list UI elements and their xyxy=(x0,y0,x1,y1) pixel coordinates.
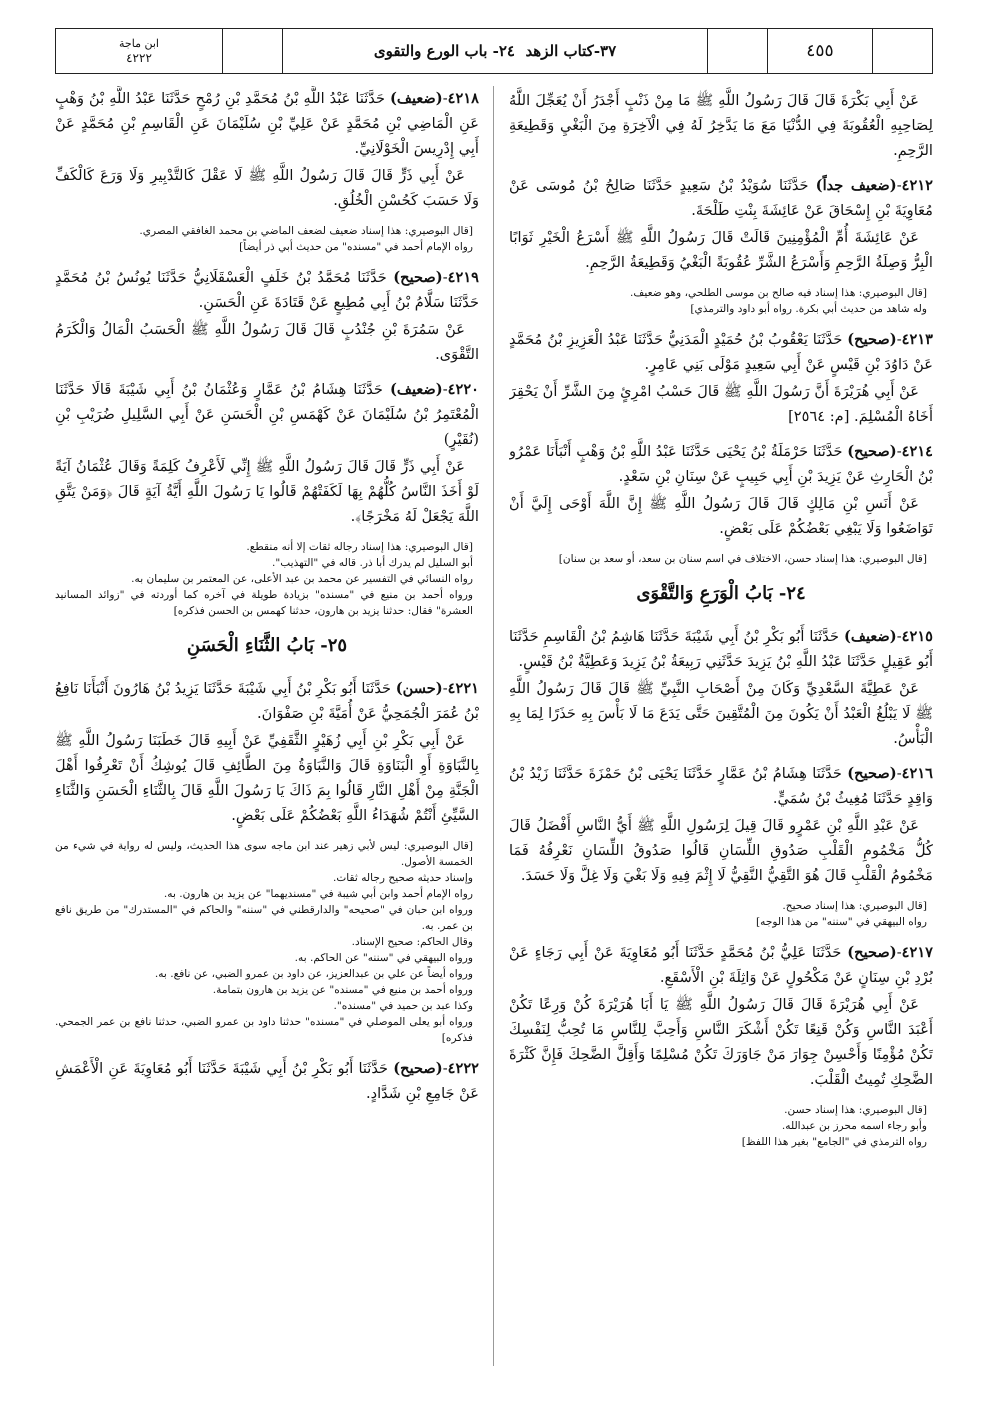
footnote-line: ورواه أبو يعلى الموصلي في "مسنده" حدثنا داود بن عمرو الضبي، حدثنا نافع بن عمر الجمحي. فذكره] xyxy=(55,1016,473,1044)
footnote-line: رواه البيهقي في "سننه" من هذا الوجه] xyxy=(756,916,927,928)
footnote-block xyxy=(509,1102,933,1150)
footnote-line: ورواه أيضاً عن علي بن عبدالعزيز، عن داود بن عمرو الضبي، عن نافع. به. xyxy=(154,968,473,980)
hadith-isnad-line: ٤٢٢٢-(صحيح) حَدَّثَنَا أَبُو بَكْرِ بْنُ أَبِي شَيْبَةَ حَدَّثَنَا أَبُو مُعَاوِيَةَ عَنِ الْأَعْمَشِ عَنْ جَامِعِ بْنِ شَدَّادٍ. xyxy=(55,1060,479,1102)
footnote-line: أبو السليل لم يدرك أبا ذر. قاله في "التهذيب". xyxy=(272,557,473,569)
hadith-grade: (حسن) xyxy=(395,680,443,697)
hadith-entry xyxy=(509,624,933,751)
footnote-block xyxy=(55,539,479,619)
hadith-number: ٤٢٢١ xyxy=(447,680,479,697)
reference-number: ٤٢٢٢ xyxy=(126,51,152,65)
hadith-isnad: حَدَّثَنَا عَلِيُّ بْنُ مُحَمَّدٍ حَدَّثَنَا أَبُو مُعَاوِيَةَ عَنْ أَبِي رَجَاءٍ عَنْ بُرْدِ بْنِ سِنَانٍ عَنْ مَكْحُولٍ عَنْ وَاثِلَةَ بْنِ الْأَسْقَعِ. xyxy=(509,944,933,986)
hadith-isnad-line: ٤٢١٩-(صحيح) حَدَّثَنَا مُحَمَّدُ بْنُ خَلَفٍ الْعَسْقَلَانِيُّ حَدَّثَنَا يُونُسُ بْنُ مُحَمَّدٍ حَدَّثَنَا سَلَّامُ بْنُ أَبِي مُطِيعٍ عَنْ قَتَادَةَ عَنِ الْحَسَنِ. xyxy=(55,269,479,311)
footnote-line: ورواه أحمد بن منيع في "مسنده" بزيادة طويلة في آخره كما أوردته في "زوائد المسانيد العشرة" فقال: حدثنا يزيد بن هارون، حدثنا كهمس بن الحسن فذكره] xyxy=(55,589,473,617)
hadith-entry xyxy=(55,86,479,213)
hadith-isnad-line: ٤٢١٢-(ضعيف جداً) حَدَّثَنَا سُوَيْدُ بْنُ سَعِيدٍ حَدَّثَنَا صَالِحُ بْنُ مُوسَى عَنْ مُعَاوِيَةَ بْنِ إِسْحَاقَ عَنْ عَائِشَةَ بِنْتِ طَلْحَةَ. xyxy=(509,177,933,219)
hadith-number: ٤٢١٦ xyxy=(901,765,933,782)
hadith-number: ٤٢١٩ xyxy=(447,269,479,286)
hadith-isnad-line: ٤٢١٣-(صحيح) حَدَّثَنَا يَعْقُوبُ بْنُ حُمَيْدٍ الْمَدَنِيُّ حَدَّثَنَا عَبْدُ الْعَزِيزِ بْنُ مُحَمَّدٍ عَنْ دَاوُدَ بْنِ قَيْسٍ عَنْ أَبِي سَعِيدٍ مَوْلَى بَنِي عَامِرٍ. xyxy=(509,331,933,373)
hadith-grade: (صحيح) xyxy=(393,1060,443,1077)
running-title xyxy=(282,29,707,73)
hadith-number: ٤٢٢٢ xyxy=(447,1060,479,1077)
header-cell-empty xyxy=(222,29,282,73)
hadith-matn: عَنْ أَبِي هُرَيْرَةَ أَنَّ رَسُولَ اللَّهِ ﷺ قَالَ حَسْبُ امْرِئٍ مِنَ الشَّرِّ أَنْ يَحْقِرَ أَخَاهُ الْمُسْلِمَ. [م: ٢٥٦٤] xyxy=(509,383,933,425)
footnote-line: رواه الترمذي في "الجامع" بغير هذا اللفظ] xyxy=(741,1136,927,1148)
page-header xyxy=(55,28,933,74)
hadith-isnad-line: ٤٢١٧-(صحيح) حَدَّثَنَا عَلِيُّ بْنُ مُحَمَّدٍ حَدَّثَنَا أَبُو مُعَاوِيَةَ عَنْ أَبِي رَجَاءٍ عَنْ بُرْدِ بْنِ سِنَانٍ عَنْ مَكْحُولٍ عَنْ وَاثِلَةَ بْنِ الْأَسْقَعِ. xyxy=(509,944,933,986)
hadith-isnad: حَدَّثَنَا حَرْمَلَةُ بْنُ يَحْيَى حَدَّثَنَا عَبْدُ اللَّهِ بْنُ وَهْبٍ أَنْبَأَنَا عَمْرُو بْنُ الْحَارِثِ عَنْ يَزِيدَ بْنِ أَبِي حَبِيبٍ عَنْ سِنَانِ بْنِ سَعْدٍ. xyxy=(509,443,933,485)
hadith-text: عَنْ أَبِي بَكْرَةَ قَالَ قَالَ رَسُولُ اللَّهِ ﷺ مَا مِنْ ذَنْبٍ أَجْدَرُ أَنْ يُعَجِّلَ اللَّهُ لِصَاحِبِهِ الْعُقُوبَةَ فِي الدُّنْيَا مَعَ مَا يَدَّخِرُ لَهُ فِي الْآخِرَةِ مِنَ الْبَغْيِ وَقَطِيعَةِ الرَّحِمِ. xyxy=(509,92,933,159)
hadith-number: ٤٢١٥ xyxy=(901,628,933,645)
hadith-matn: عَنْ أَنَسِ بْنِ مَالِكٍ قَالَ قَالَ رَسُولُ اللَّهِ ﷺ إِنَّ اللَّهَ أَوْحَى إِلَيَّ أَنْ تَوَاضَعُوا وَلَا يَبْغِي بَعْضُكُمْ عَلَى بَعْضٍ. xyxy=(509,495,933,537)
page-number: ٤٥٥ xyxy=(767,29,872,73)
footnote-line: وكذا عبد بن حميد في "مسنده". xyxy=(333,1000,473,1012)
hadith-entry xyxy=(509,761,933,888)
hadith-grade: (ضعيف) xyxy=(389,381,443,398)
hadith-continuation xyxy=(509,88,933,163)
hadith-isnad-line: ٤٢٢٠-(ضعيف) حَدَّثَنَا هِشَامُ بْنُ عَمَّارٍ وَعُثْمَانُ بْنُ أَبِي شَيْبَةَ قَالَا حَدَّثَنَا الْمُعْتَمِرُ بْنُ سُلَيْمَانَ عَنْ كَهْمَسِ بْنِ الْحَسَنِ عَنْ أَبِي السَّلِيلِ ضُرَيْبِ بْنِ (نُقَيْرٍ) xyxy=(55,381,479,448)
hadith-grade: (صحيح) xyxy=(847,331,897,348)
hadith-isnad-line: ٤٢١٨-(ضعيف) حَدَّثَنَا عَبْدُ اللَّهِ بْنُ مُحَمَّدِ بْنِ رُمْحٍ حَدَّثَنَا عَبْدُ اللَّهِ بْنُ وَهْبٍ عَنِ الْمَاضِي بْنِ مُحَمَّدٍ عَنْ عَلِيِّ بْنِ سُلَيْمَانَ عَنِ الْقَاسِمِ بْنِ مُحَمَّدٍ عَنْ أَبِي إِدْرِيسَ الْخَوْلَانِيِّ. xyxy=(55,90,479,157)
hadith-grade: (ضعيف) xyxy=(389,90,443,107)
footnote-block xyxy=(509,898,933,930)
hadith-number: ٤٢١٢ xyxy=(901,177,933,194)
footnote-line: وإسناد حديثه صحيح رجاله ثقات. xyxy=(332,872,473,884)
hadith-entry xyxy=(55,1056,479,1106)
right-text-column xyxy=(509,86,933,1366)
footnote-line: رواه النسائي في التفسير عن محمد بن عبد الأعلى، عن المعتمر بن سليمان به. xyxy=(131,573,473,585)
hadith-grade: (صحيح) xyxy=(393,269,443,286)
hadith-entry xyxy=(509,940,933,1092)
hadith-isnad-line: ٤٢١٥-(ضعيف) حَدَّثَنَا أَبُو بَكْرِ بْنُ أَبِي شَيْبَةَ حَدَّثَنَا هَاشِمُ بْنُ الْقَاسِمِ حَدَّثَنَا أَبُو عَقِيلٍ حَدَّثَنَا عَبْدُ اللَّهِ بْنُ يَزِيدَ حَدَّثَنِي رَبِيعَةُ بْنُ يَزِيدَ وَعَطِيَّةُ بْنُ قَيْسٍ. xyxy=(509,628,933,670)
hadith-entry xyxy=(55,676,479,828)
hadith-isnad-line: ٤٢١٤-(صحيح) حَدَّثَنَا حَرْمَلَةُ بْنُ يَحْيَى حَدَّثَنَا عَبْدُ اللَّهِ بْنُ وَهْبٍ أَنْبَأَنَا عَمْرُو بْنُ الْحَارِثِ عَنْ يَزِيدَ بْنِ أَبِي حَبِيبٍ عَنْ سِنَانِ بْنِ سَعْدٍ. xyxy=(509,443,933,485)
footnote-line: رواه الإمام أحمد في "مسنده" من حديث أبي ذر أيضاً] xyxy=(239,241,473,253)
footnote-line: وقال الحاكم: صحيح الإسناد. xyxy=(351,936,473,948)
footnote-line: [قال البوصيري: هذا إسناد صحيح. xyxy=(782,900,927,912)
hadith-matn: عَنْ عَبْدِ اللَّهِ بْنِ عَمْرٍو قَالَ قِيلَ لِرَسُولِ اللَّهِ ﷺ أَيُّ النَّاسِ أَفْضَلُ قَالَ كُلُّ مَخْمُومِ الْقَلْبِ صَدُوقِ اللِّسَانِ قَالُوا صَدُوقُ اللِّسَانِ نَعْرِفُهُ فَمَا مَخْمُومُ الْقَلْبِ قَالَ هُوَ التَّقِيُّ النَّقِيُّ لَا إِثْمَ فِيهِ وَلَا بَغْيَ وَلَا غِلَّ وَلَا حَسَدَ. xyxy=(509,817,933,884)
hadith-isnad: حَدَّثَنَا عَبْدُ اللَّهِ بْنُ مُحَمَّدِ بْنِ رُمْحٍ حَدَّثَنَا عَبْدُ اللَّهِ بْنُ وَهْبٍ عَنِ الْمَاضِي بْنِ مُحَمَّدٍ عَنْ عَلِيِّ بْنِ سُلَيْمَانَ عَنِ الْقَاسِمِ بْنِ مُحَمَّدٍ عَنْ أَبِي إِدْرِيسَ الْخَوْلَانِيِّ. xyxy=(55,90,479,157)
footnote-block xyxy=(509,551,933,567)
hadith-isnad-line: ٤٢٢١-(حسن) حَدَّثَنَا أَبُو بَكْرِ بْنُ أَبِي شَيْبَةَ حَدَّثَنَا يَزِيدُ بْنُ هَارُونَ أَنْبَأَنَا نَافِعُ بْنُ عُمَرَ الْجُمَحِيُّ عَنْ أُمَيَّةَ بْنِ صَفْوَانَ. xyxy=(55,680,479,722)
hadith-matn: عَنْ سَمُرَةَ بْنِ جُنْدُبٍ قَالَ قَالَ رَسُولُ اللَّهِ ﷺ الْحَسَبُ الْمَالُ وَالْكَرَمُ التَّقْوَى. xyxy=(55,321,479,363)
hadith-matn: عَنْ عَطِيَّةَ السَّعْدِيِّ وَكَانَ مِنْ أَصْحَابِ النَّبِيِّ ﷺ قَالَ قَالَ رَسُولُ اللَّهِ ﷺ لَا يَبْلُغُ الْعَبْدُ أَنْ يَكُونَ مِنَ الْمُتَّقِينَ حَتَّى يَدَعَ مَا لَا بَأْسَ بِهِ حَذَرًا لِمَا بِهِ الْبَأْسُ. xyxy=(509,680,933,747)
hadith-entry xyxy=(509,173,933,275)
reference-cell xyxy=(56,29,222,73)
hadith-isnad: حَدَّثَنَا مُحَمَّدُ بْنُ خَلَفٍ الْعَسْقَلَانِيُّ حَدَّثَنَا يُونُسُ بْنُ مُحَمَّدٍ حَدَّثَنَا سَلَّامُ بْنُ أَبِي مُطِيعٍ عَنْ قَتَادَةَ عَنِ الْحَسَنِ. xyxy=(55,269,479,311)
hadith-isnad: حَدَّثَنَا أَبُو بَكْرِ بْنُ أَبِي شَيْبَةَ حَدَّثَنَا هَاشِمُ بْنُ الْقَاسِمِ حَدَّثَنَا أَبُو عَقِيلٍ حَدَّثَنَا عَبْدُ اللَّهِ بْنُ يَزِيدَ حَدَّثَنِي رَبِيعَةُ بْنُ يَزِيدَ وَعَطِيَّةُ بْنُ قَيْسٍ. xyxy=(509,628,933,670)
hadith-isnad: حَدَّثَنَا أَبُو بَكْرِ بْنُ أَبِي شَيْبَةَ حَدَّثَنَا أَبُو مُعَاوِيَةَ عَنِ الْأَعْمَشِ عَنْ جَامِعِ بْنِ شَدَّادٍ. xyxy=(55,1060,479,1102)
hadith-number: ٤٢٢٠ xyxy=(447,381,479,398)
hadith-number: ٤٢١٤ xyxy=(901,443,933,460)
footnote-line: [قال البوصيري: هذا إسناد حسن. xyxy=(784,1104,927,1116)
chapter-heading: ٢٥- بَابُ الثَّنَاءِ الْحَسَنِ xyxy=(186,635,348,656)
footnote-line: [قال البوصيري: هذا إسناد رجاله ثقات إلا أنه منقطع. xyxy=(246,541,473,553)
chapter-title: ٢٤- باب الورع والتقوى xyxy=(373,42,515,60)
footnote-block xyxy=(55,223,479,255)
footnote-line: [قال البوصيري: هذا إسناد فيه صالح بن موسى الطلحي، وهو ضعيف. xyxy=(630,287,927,299)
hadith-entry xyxy=(509,439,933,541)
hadith-grade: (صحيح) xyxy=(847,944,897,961)
footnote-block xyxy=(509,285,933,317)
hadith-number: ٤٢١٨ xyxy=(447,90,479,107)
hadith-isnad: حَدَّثَنَا هِشَامُ بْنُ عَمَّارٍ حَدَّثَنَا يَحْيَى بْنُ حَمْزَةَ حَدَّثَنَا زَيْدُ بْنُ وَاقِدٍ حَدَّثَنَا مُغِيثُ بْنُ سُمَيٍّ. xyxy=(509,765,933,807)
footnote-line: وله شاهد من حديث أبي بكرة. رواه أبو داود والترمذي] xyxy=(690,303,927,315)
footnote-line: ورواه البيهقي في "سننه" عن الحاكم. به. xyxy=(294,952,473,964)
footnote-line: [قال البوصيري: ليس لأبي زهير عند ابن ماجه سوى هذا الحديث، وليس له رواية في شيء من الخمسة الأصول. xyxy=(55,840,473,868)
book-page xyxy=(55,28,933,1373)
footnote-line: [قال البوصيري: هذا إسناد حسن، الاختلاف في اسم سنان بن سعد، أو سعد بن سنان] xyxy=(558,553,927,565)
hadith-isnad: حَدَّثَنَا أَبُو بَكْرِ بْنُ أَبِي شَيْبَةَ حَدَّثَنَا يَزِيدُ بْنُ هَارُونَ أَنْبَأَنَا نَافِعُ بْنُ عُمَرَ الْجُمَحِيُّ عَنْ أُمَيَّةَ بْنِ صَفْوَانَ. xyxy=(55,680,479,722)
hadith-grade: (ضعيف جداً) xyxy=(815,177,897,194)
hadith-isnad: حَدَّثَنَا هِشَامُ بْنُ عَمَّارٍ وَعُثْمَانُ بْنُ أَبِي شَيْبَةَ قَالَا حَدَّثَنَا الْمُعْتَمِرُ بْنُ سُلَيْمَانَ عَنْ كَهْمَسِ بْنِ الْحَسَنِ عَنْ أَبِي السَّلِيلِ ضُرَيْبِ بْنِ (نُقَيْرٍ) xyxy=(55,381,479,448)
hadith-isnad: حَدَّثَنَا يَعْقُوبُ بْنُ حُمَيْدٍ الْمَدَنِيُّ حَدَّثَنَا عَبْدُ الْعَزِيزِ بْنُ مُحَمَّدٍ عَنْ دَاوُدَ بْنِ قَيْسٍ عَنْ أَبِي سَعِيدٍ مَوْلَى بَنِي عَامِرٍ. xyxy=(509,331,933,373)
hadith-matn: عَنْ أَبِي ذَرٍّ قَالَ قَالَ رَسُولُ اللَّهِ ﷺ إِنِّي لَأَعْرِفُ كَلِمَةً وَقَالَ عُثْمَانُ آيَةً لَوْ أَخَذَ النَّاسُ كُلُّهُمْ بِهَا لَكَفَتْهُمْ قَالُوا يَا رَسُولَ اللَّهِ أَيَّةُ آيَةٍ قَالَ ﴿وَمَنْ يَتَّقِ اللَّهَ يَجْعَلْ لَهُ مَخْرَجًا﴾. xyxy=(55,458,479,525)
book-title: ٣٧-كتاب الزهد xyxy=(525,42,617,60)
hadith-matn: عَنْ أَبِي بَكْرِ بْنِ أَبِي زُهَيْرٍ الثَّقَفِيِّ عَنْ أَبِيهِ قَالَ خَطَبَنَا رَسُولُ اللَّهِ ﷺ بِالنَّبَاوَةِ أَوِ الْبَنَاوَةِ قَالَ وَالنَّبَاوَةُ مِنَ الطَّائِفِ قَالَ يُوشِكُ أَنْ تَعْرِفُوا أَهْلَ الْجَنَّةِ مِنْ أَهْلِ النَّارِ قَالُوا بِمَ ذَاكَ يَا رَسُولَ اللَّهِ قَالَ بِالثَّنَاءِ الْحَسَنِ وَالثَّنَاءِ السَّيِّئِ أَنْتُمْ شُهَدَاءُ اللَّهِ بَعْضُكُمْ عَلَى بَعْضٍ. xyxy=(55,732,479,824)
header-cell-empty xyxy=(707,29,767,73)
footnote-line: ورواه ابن حبان في "صحيحه" والدارقطني في "سننه" والحاكم في "المستدرك" من طريق نافع بن عمر. به. xyxy=(55,904,473,932)
header-cell-empty xyxy=(872,29,932,73)
hadith-matn: عَنْ أَبِي هُرَيْرَةَ قَالَ قَالَ رَسُولُ اللَّهِ ﷺ يَا أَبَا هُرَيْرَةَ كُنْ وَرِعًا تَكُنْ أَعْبَدَ النَّاسِ وَكُنْ قَنِعًا تَكُنْ أَشْكَرَ النَّاسِ وَأَحِبَّ لِلنَّاسِ مَا تُحِبُّ لِنَفْسِكَ تَكُنْ مُؤْمِنًا وَأَحْسِنْ جِوَارَ مَنْ جَاوَرَكَ تَكُنْ مُسْلِمًا وَأَقِلَّ الضَّحِكَ فَإِنَّ كَثْرَةَ الضَّحِكِ تُمِيتُ الْقَلْبَ. xyxy=(509,996,933,1088)
left-text-column xyxy=(55,86,479,1366)
footnote-line: ورواه أحمد بن منيع في "مسنده" عن يزيد بن هارون بتمامة. xyxy=(212,984,473,996)
footnote-line: [قال البوصيري: هذا إسناد ضعيف لضعف الماضي بن محمد الغافقي المصري. xyxy=(139,225,473,237)
footnote-block xyxy=(55,838,479,1046)
hadith-grade: (صحيح) xyxy=(847,765,897,782)
footnote-line: وأبو رجاء اسمه محرز بن عبدالله. xyxy=(781,1120,927,1132)
hadith-grade: (صحيح) xyxy=(847,443,897,460)
column-divider xyxy=(493,86,494,1366)
hadith-entry xyxy=(509,327,933,429)
chapter-heading: ٢٤- بَابُ الْوَرَعِ وَالتَّقْوَى xyxy=(636,583,806,604)
hadith-number: ٤٢١٧ xyxy=(901,944,933,961)
hadith-entry xyxy=(55,265,479,367)
hadith-grade: (ضعيف) xyxy=(843,628,897,645)
hadith-isnad: حَدَّثَنَا سُوَيْدُ بْنُ سَعِيدٍ حَدَّثَنَا صَالِحُ بْنُ مُوسَى عَنْ مُعَاوِيَةَ بْنِ إِسْحَاقَ عَنْ عَائِشَةَ بِنْتِ طَلْحَةَ. xyxy=(509,177,933,219)
hadith-matn: عَنْ أَبِي ذَرٍّ قَالَ قَالَ رَسُولُ اللَّهِ ﷺ لَا عَقْلَ كَالتَّدْبِيرِ وَلَا وَرَعَ كَالْكَفِّ وَلَا حَسَبَ كَحُسْنِ الْخُلُقِ. xyxy=(55,167,479,209)
footnote-line: رواه الإمام أحمد وابن أبي شيبة في "مسنديهما" عن يزيد بن هارون. به. xyxy=(163,888,473,900)
hadith-number: ٤٢١٣ xyxy=(901,331,933,348)
hadith-matn: عَنْ عَائِشَةَ أُمِّ الْمُؤْمِنِينَ قَالَتْ قَالَ رَسُولُ اللَّهِ ﷺ أَسْرَعُ الْخَيْرِ ثَوَابًا الْبِرُّ وَصِلَةُ الرَّحِمِ وَأَسْرَعُ الشَّرِّ عُقُوبَةً الْبَغْيُ وَقَطِيعَةُ الرَّحِمِ. xyxy=(509,229,933,271)
hadith-isnad-line: ٤٢١٦-(صحيح) حَدَّثَنَا هِشَامُ بْنُ عَمَّارٍ حَدَّثَنَا يَحْيَى بْنُ حَمْزَةَ حَدَّثَنَا زَيْدُ بْنُ وَاقِدٍ حَدَّثَنَا مُغِيثُ بْنُ سُمَيٍّ. xyxy=(509,765,933,807)
reference-book: ابن ماجة xyxy=(119,37,159,50)
hadith-entry xyxy=(55,377,479,529)
